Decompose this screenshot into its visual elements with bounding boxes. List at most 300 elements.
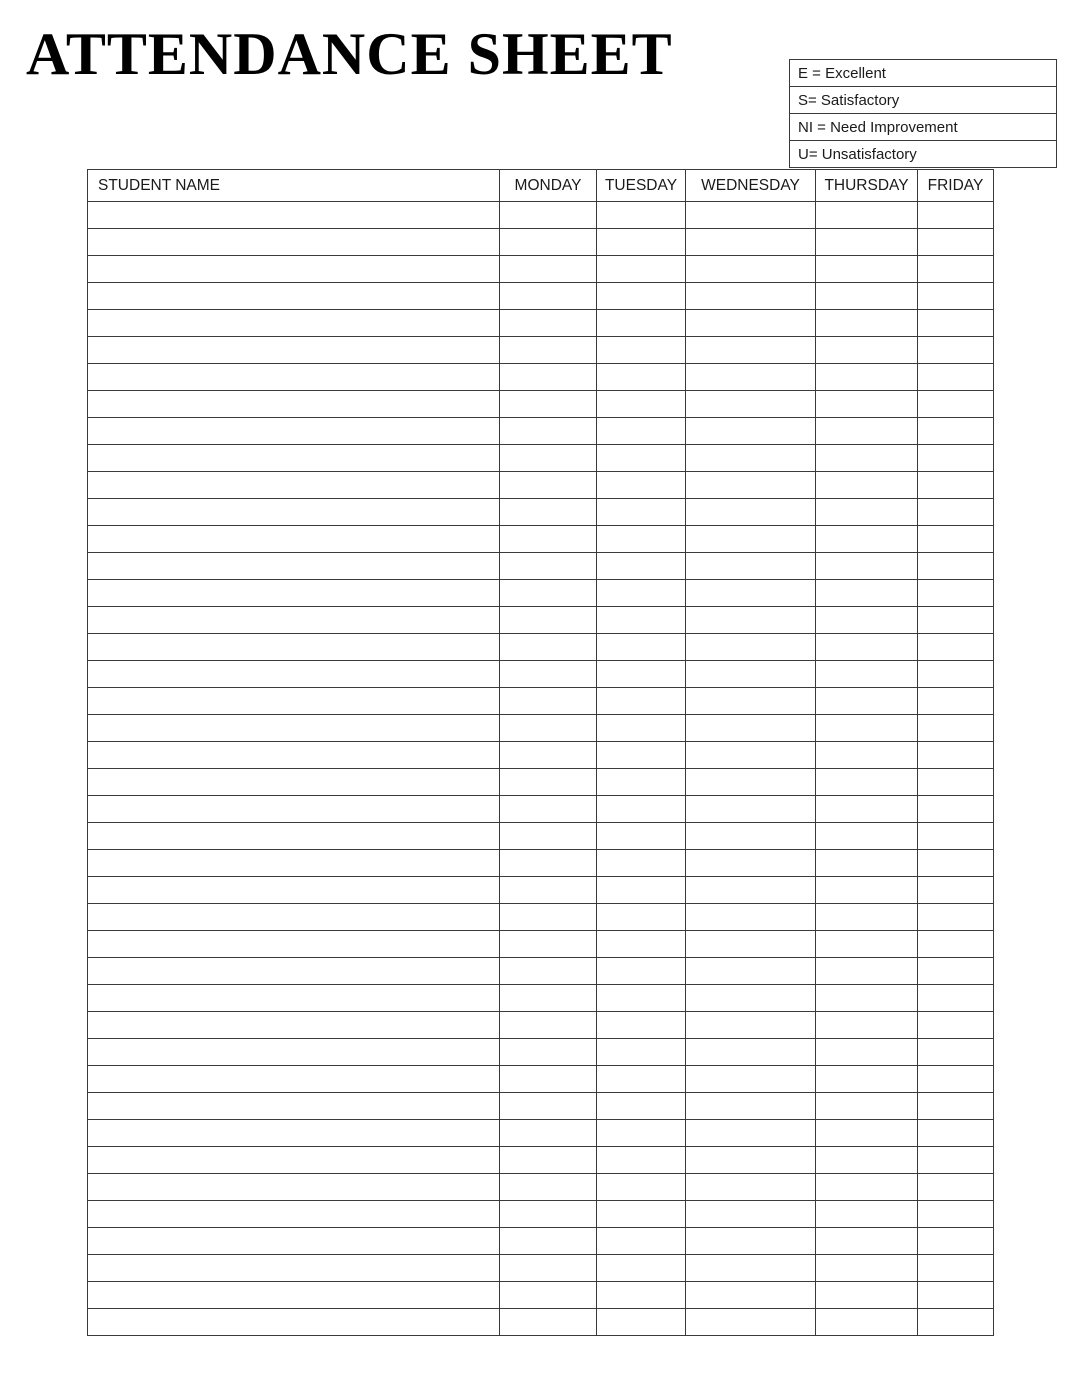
cell-thursday[interactable] [816,1228,918,1255]
cell-tuesday[interactable] [597,283,686,310]
cell-monday[interactable] [500,1228,597,1255]
cell-wednesday[interactable] [686,1012,816,1039]
cell-monday[interactable] [500,229,597,256]
cell-tuesday[interactable] [597,742,686,769]
cell-student-name[interactable] [88,931,500,958]
cell-friday[interactable] [918,661,994,688]
cell-student-name[interactable] [88,1066,500,1093]
cell-monday[interactable] [500,634,597,661]
cell-tuesday[interactable] [597,1228,686,1255]
cell-tuesday[interactable] [597,958,686,985]
cell-wednesday[interactable] [686,1147,816,1174]
cell-thursday[interactable] [816,1120,918,1147]
cell-friday[interactable] [918,418,994,445]
table-row [88,1255,994,1282]
cell-tuesday[interactable] [597,1201,686,1228]
cell-student-name[interactable] [88,445,500,472]
cell-friday[interactable] [918,634,994,661]
cell-monday[interactable] [500,1147,597,1174]
cell-tuesday[interactable] [597,472,686,499]
cell-tuesday[interactable] [597,1174,686,1201]
cell-wednesday[interactable] [686,499,816,526]
cell-thursday[interactable] [816,1066,918,1093]
cell-thursday[interactable] [816,553,918,580]
cell-wednesday[interactable] [686,607,816,634]
table-row [88,364,994,391]
cell-student-name[interactable] [88,769,500,796]
cell-monday[interactable] [500,1120,597,1147]
cell-student-name[interactable] [88,526,500,553]
cell-friday[interactable] [918,445,994,472]
cell-wednesday[interactable] [686,958,816,985]
cell-monday[interactable] [500,796,597,823]
legend-item-satisfactory: S= Satisfactory [790,87,1056,114]
cell-friday[interactable] [918,1120,994,1147]
cell-wednesday[interactable] [686,310,816,337]
cell-thursday[interactable] [816,499,918,526]
cell-monday[interactable] [500,445,597,472]
table-row [88,634,994,661]
cell-tuesday[interactable] [597,1309,686,1336]
cell-monday[interactable] [500,1012,597,1039]
table-row [88,688,994,715]
cell-thursday[interactable] [816,742,918,769]
cell-tuesday[interactable] [597,418,686,445]
column-header-wednesday: WEDNESDAY [686,170,816,202]
cell-student-name[interactable] [88,1120,500,1147]
cell-monday[interactable] [500,202,597,229]
cell-monday[interactable] [500,310,597,337]
table-row [88,985,994,1012]
cell-monday[interactable] [500,1255,597,1282]
cell-friday[interactable] [918,823,994,850]
cell-friday[interactable] [918,877,994,904]
cell-student-name[interactable] [88,823,500,850]
cell-monday[interactable] [500,850,597,877]
table-row [88,445,994,472]
cell-wednesday[interactable] [686,1201,816,1228]
table-body [88,202,994,1336]
cell-monday[interactable] [500,715,597,742]
cell-student-name[interactable] [88,877,500,904]
cell-thursday[interactable] [816,580,918,607]
cell-tuesday[interactable] [597,580,686,607]
cell-friday[interactable] [918,904,994,931]
table-row [88,499,994,526]
cell-wednesday[interactable] [686,283,816,310]
cell-monday[interactable] [500,904,597,931]
cell-thursday[interactable] [816,877,918,904]
cell-monday[interactable] [500,1039,597,1066]
cell-monday[interactable] [500,1309,597,1336]
cell-wednesday[interactable] [686,904,816,931]
cell-friday[interactable] [918,580,994,607]
cell-monday[interactable] [500,1066,597,1093]
cell-friday[interactable] [918,202,994,229]
cell-friday[interactable] [918,1012,994,1039]
cell-friday[interactable] [918,1282,994,1309]
cell-wednesday[interactable] [686,1309,816,1336]
cell-wednesday[interactable] [686,418,816,445]
cell-student-name[interactable] [88,472,500,499]
cell-friday[interactable] [918,337,994,364]
column-header-tuesday: TUESDAY [597,170,686,202]
cell-friday[interactable] [918,256,994,283]
cell-monday[interactable] [500,1174,597,1201]
cell-student-name[interactable] [88,499,500,526]
cell-wednesday[interactable] [686,634,816,661]
table-row [88,256,994,283]
cell-monday[interactable] [500,823,597,850]
cell-thursday[interactable] [816,229,918,256]
cell-student-name[interactable] [88,418,500,445]
cell-friday[interactable] [918,769,994,796]
cell-student-name[interactable] [88,607,500,634]
cell-student-name[interactable] [88,391,500,418]
table-row [88,1309,994,1336]
table-row [88,229,994,256]
table-header-row [88,170,994,202]
cell-friday[interactable] [918,526,994,553]
cell-wednesday[interactable] [686,796,816,823]
cell-tuesday[interactable] [597,202,686,229]
cell-student-name[interactable] [88,1255,500,1282]
attendance-table [87,169,994,1336]
cell-thursday[interactable] [816,904,918,931]
cell-student-name[interactable] [88,1228,500,1255]
cell-tuesday[interactable] [597,796,686,823]
table-row [88,1012,994,1039]
cell-student-name[interactable] [88,1012,500,1039]
cell-wednesday[interactable] [686,364,816,391]
table-row [88,553,994,580]
cell-monday[interactable] [500,877,597,904]
cell-tuesday[interactable] [597,1147,686,1174]
cell-wednesday[interactable] [686,202,816,229]
table-row [88,1282,994,1309]
cell-tuesday[interactable] [597,553,686,580]
cell-monday[interactable] [500,364,597,391]
cell-friday[interactable] [918,1066,994,1093]
cell-tuesday[interactable] [597,1120,686,1147]
cell-thursday[interactable] [816,607,918,634]
cell-monday[interactable] [500,337,597,364]
cell-student-name[interactable] [88,1039,500,1066]
cell-thursday[interactable] [816,445,918,472]
cell-friday[interactable] [918,1309,994,1336]
cell-tuesday[interactable] [597,1012,686,1039]
cell-friday[interactable] [918,715,994,742]
table-row [88,1093,994,1120]
cell-tuesday[interactable] [597,229,686,256]
cell-monday[interactable] [500,418,597,445]
cell-student-name[interactable] [88,904,500,931]
cell-tuesday[interactable] [597,1282,686,1309]
cell-tuesday[interactable] [597,310,686,337]
cell-thursday[interactable] [816,310,918,337]
table-row [88,472,994,499]
cell-student-name[interactable] [88,850,500,877]
cell-student-name[interactable] [88,661,500,688]
table-row [88,850,994,877]
cell-wednesday[interactable] [686,661,816,688]
legend-item-need-improvement: NI = Need Improvement [790,114,1056,141]
cell-tuesday[interactable] [597,526,686,553]
cell-monday[interactable] [500,769,597,796]
table-row [88,607,994,634]
cell-student-name[interactable] [88,1201,500,1228]
cell-tuesday[interactable] [597,1039,686,1066]
cell-thursday[interactable] [816,985,918,1012]
cell-monday[interactable] [500,391,597,418]
cell-tuesday[interactable] [597,931,686,958]
cell-friday[interactable] [918,364,994,391]
cell-student-name[interactable] [88,310,500,337]
column-header-thursday: THURSDAY [816,170,918,202]
cell-friday[interactable] [918,1201,994,1228]
cell-thursday[interactable] [816,283,918,310]
table-row [88,823,994,850]
cell-student-name[interactable] [88,715,500,742]
cell-friday[interactable] [918,742,994,769]
cell-wednesday[interactable] [686,931,816,958]
cell-monday[interactable] [500,1201,597,1228]
cell-wednesday[interactable] [686,1120,816,1147]
cell-wednesday[interactable] [686,850,816,877]
table-row [88,904,994,931]
cell-friday[interactable] [918,688,994,715]
cell-wednesday[interactable] [686,526,816,553]
cell-tuesday[interactable] [597,499,686,526]
cell-tuesday[interactable] [597,256,686,283]
cell-monday[interactable] [500,580,597,607]
cell-tuesday[interactable] [597,661,686,688]
cell-tuesday[interactable] [597,1093,686,1120]
cell-wednesday[interactable] [686,715,816,742]
cell-friday[interactable] [918,1255,994,1282]
cell-thursday[interactable] [816,202,918,229]
cell-tuesday[interactable] [597,985,686,1012]
cell-thursday[interactable] [816,1174,918,1201]
cell-wednesday[interactable] [686,823,816,850]
page-title: ATTENDANCE SHEET [26,21,673,87]
cell-tuesday[interactable] [597,823,686,850]
cell-wednesday[interactable] [686,1066,816,1093]
cell-wednesday[interactable] [686,472,816,499]
cell-thursday[interactable] [816,769,918,796]
legend-item-unsatisfactory: U= Unsatisfactory [790,141,1056,168]
cell-tuesday[interactable] [597,877,686,904]
cell-friday[interactable] [918,553,994,580]
table-row [88,1066,994,1093]
cell-friday[interactable] [918,1174,994,1201]
cell-wednesday[interactable] [686,337,816,364]
cell-thursday[interactable] [816,1282,918,1309]
cell-wednesday[interactable] [686,1228,816,1255]
cell-friday[interactable] [918,1093,994,1120]
cell-friday[interactable] [918,1147,994,1174]
cell-thursday[interactable] [816,1012,918,1039]
cell-friday[interactable] [918,499,994,526]
cell-friday[interactable] [918,229,994,256]
cell-tuesday[interactable] [597,1066,686,1093]
cell-monday[interactable] [500,931,597,958]
table-row [88,418,994,445]
cell-tuesday[interactable] [597,634,686,661]
cell-monday[interactable] [500,472,597,499]
cell-wednesday[interactable] [686,256,816,283]
cell-tuesday[interactable] [597,769,686,796]
cell-wednesday[interactable] [686,1039,816,1066]
cell-student-name[interactable] [88,202,500,229]
table-row [88,1174,994,1201]
cell-wednesday[interactable] [686,553,816,580]
cell-wednesday[interactable] [686,1255,816,1282]
table-header [88,170,994,202]
cell-monday[interactable] [500,607,597,634]
cell-student-name[interactable] [88,742,500,769]
cell-thursday[interactable] [816,1039,918,1066]
table-row [88,877,994,904]
cell-monday[interactable] [500,661,597,688]
cell-monday[interactable] [500,553,597,580]
legend-item-excellent: E = Excellent [790,60,1056,87]
table-row [88,580,994,607]
cell-monday[interactable] [500,985,597,1012]
cell-student-name[interactable] [88,688,500,715]
cell-monday[interactable] [500,256,597,283]
cell-monday[interactable] [500,688,597,715]
cell-thursday[interactable] [816,634,918,661]
cell-thursday[interactable] [816,1201,918,1228]
table-row [88,526,994,553]
cell-thursday[interactable] [816,850,918,877]
cell-thursday[interactable] [816,256,918,283]
cell-monday[interactable] [500,526,597,553]
cell-tuesday[interactable] [597,1255,686,1282]
cell-wednesday[interactable] [686,742,816,769]
cell-thursday[interactable] [816,1147,918,1174]
cell-tuesday[interactable] [597,391,686,418]
cell-monday[interactable] [500,742,597,769]
table-row [88,958,994,985]
cell-friday[interactable] [918,472,994,499]
cell-thursday[interactable] [816,472,918,499]
cell-thursday[interactable] [816,715,918,742]
cell-wednesday[interactable] [686,877,816,904]
cell-friday[interactable] [918,607,994,634]
cell-friday[interactable] [918,1039,994,1066]
cell-wednesday[interactable] [686,445,816,472]
cell-monday[interactable] [500,1282,597,1309]
cell-student-name[interactable] [88,634,500,661]
cell-friday[interactable] [918,931,994,958]
cell-monday[interactable] [500,499,597,526]
cell-thursday[interactable] [816,1093,918,1120]
cell-wednesday[interactable] [686,769,816,796]
cell-monday[interactable] [500,958,597,985]
cell-thursday[interactable] [816,391,918,418]
cell-thursday[interactable] [816,688,918,715]
cell-student-name[interactable] [88,229,500,256]
cell-student-name[interactable] [88,283,500,310]
cell-wednesday[interactable] [686,580,816,607]
cell-student-name[interactable] [88,364,500,391]
table-row [88,796,994,823]
column-header-student-name: STUDENT NAME [88,170,500,202]
cell-tuesday[interactable] [597,850,686,877]
cell-tuesday[interactable] [597,607,686,634]
cell-thursday[interactable] [816,823,918,850]
table-row [88,337,994,364]
cell-student-name[interactable] [88,985,500,1012]
cell-monday[interactable] [500,283,597,310]
table-row [88,283,994,310]
cell-thursday[interactable] [816,958,918,985]
table-row [88,769,994,796]
cell-student-name[interactable] [88,1174,500,1201]
cell-friday[interactable] [918,283,994,310]
cell-student-name[interactable] [88,1309,500,1336]
cell-tuesday[interactable] [597,688,686,715]
table-row [88,931,994,958]
cell-friday[interactable] [918,850,994,877]
cell-thursday[interactable] [816,418,918,445]
table-row [88,1120,994,1147]
cell-monday[interactable] [500,1093,597,1120]
cell-thursday[interactable] [816,526,918,553]
cell-wednesday[interactable] [686,1282,816,1309]
cell-student-name[interactable] [88,1147,500,1174]
cell-student-name[interactable] [88,256,500,283]
cell-student-name[interactable] [88,337,500,364]
cell-tuesday[interactable] [597,364,686,391]
cell-thursday[interactable] [816,1309,918,1336]
cell-student-name[interactable] [88,580,500,607]
cell-student-name[interactable] [88,958,500,985]
cell-student-name[interactable] [88,1093,500,1120]
cell-student-name[interactable] [88,1282,500,1309]
cell-thursday[interactable] [816,337,918,364]
cell-wednesday[interactable] [686,1174,816,1201]
cell-wednesday[interactable] [686,229,816,256]
table-row [88,661,994,688]
cell-friday[interactable] [918,1228,994,1255]
cell-student-name[interactable] [88,553,500,580]
cell-tuesday[interactable] [597,715,686,742]
cell-friday[interactable] [918,985,994,1012]
cell-friday[interactable] [918,796,994,823]
cell-thursday[interactable] [816,364,918,391]
cell-friday[interactable] [918,391,994,418]
column-header-monday: MONDAY [500,170,597,202]
cell-tuesday[interactable] [597,445,686,472]
cell-wednesday[interactable] [686,391,816,418]
cell-wednesday[interactable] [686,1093,816,1120]
cell-tuesday[interactable] [597,904,686,931]
cell-wednesday[interactable] [686,688,816,715]
cell-thursday[interactable] [816,1255,918,1282]
table-row [88,1201,994,1228]
cell-thursday[interactable] [816,661,918,688]
cell-student-name[interactable] [88,796,500,823]
cell-friday[interactable] [918,310,994,337]
cell-thursday[interactable] [816,931,918,958]
cell-thursday[interactable] [816,796,918,823]
cell-friday[interactable] [918,958,994,985]
cell-tuesday[interactable] [597,337,686,364]
cell-wednesday[interactable] [686,985,816,1012]
